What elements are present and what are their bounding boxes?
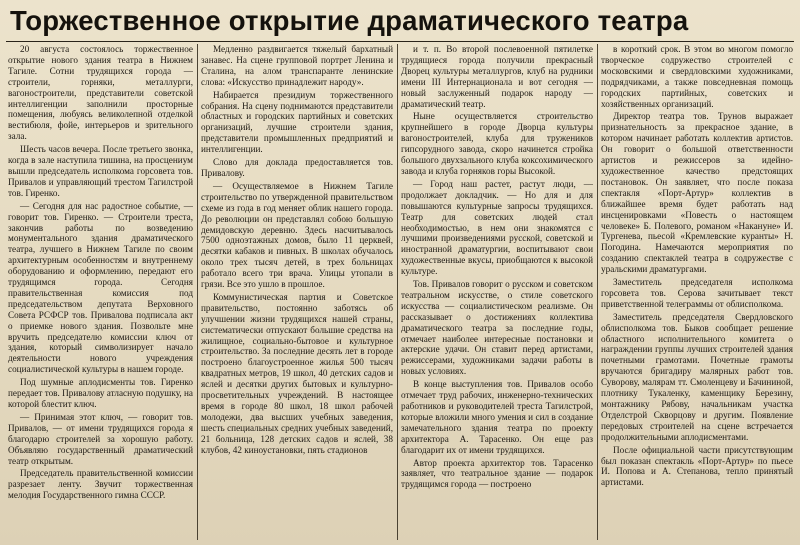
article-paragraph: и т. п. Во второй послевоенной пятилетке трудящиеся города получили прекрасный Дворец культуры металлургов, клуб на рудники имени III Интернационала и вот сегодня — новый заслуженный подарок народу — драматический театр. (401, 44, 593, 109)
article-paragraph: Набирается президиум торжественного собрания. На сцену поднимаются представители областных и городских партийных и советских организаций, лучшие строители здания, представители промышленных предприятий и интеллигенции. (201, 89, 393, 155)
article-column-3 (401, 44, 593, 540)
article-paragraph: — Осуществляемое в Нижнем Тагиле строительство по утвержденной правительством схеме из года в год меняет облик нашего города. До революции он представлял собою большую демидовскую деревню. Здесь насчитывалось 7500 одноэтажных домов, было 11 церквей, десятки кабаков и пивных. В школах обучалось около трех тысяч детей, в трех больницах работало всего три врача. Улицы утопали в грязи. Все это ушло в прошлое. (201, 180, 393, 290)
article-paragraph: После официальной части присутствующим был показан спектакль «Порт-Артур» по пьесе И. Попова и А. Степанова, тепло принятый артистами. (601, 444, 793, 488)
article-paragraph: В конце выступления тов. Привалов особо отмечает труд рабочих, инженерно-технических работников и руководителей треста Тагилстрой, которые вложили много умения и сил в создание замечательного здания театра по проекту архитектора А. Тарасенко. Он еще раз благодарит их от имени трудящихся. (401, 379, 593, 455)
column-divider (197, 44, 198, 540)
article-paragraph: Директор театра тов. Трунов выражает признательность за прекрасное здание, в котором начинает работать коллектив артистов. Он говорит о большой ответственности артистов и режиссеров за идейно-художественное качество предстоящих постановок. Он заявляет, что после показа спектакля «Порт-Артур» коллектив в ближайшее время будет работать над инсценировками «Повесть о настоящем человеке» Б. Полевого, романом «Накануне» И. Тургенева, пьесой «Кремлевские куранты» Н. Погодина. Намечаются мероприятия по созданию спектаклей театра в содружестве с уральскими драматургами. (601, 111, 793, 275)
article-paragraph: Слово для доклада предоставляется тов. Привалову. (201, 157, 393, 178)
article-paragraph: Заместитель председателя Свердловского облисполкома тов. Быков сообщает решение областного исполнительного комитета о награждении группы лучших строителей здания почетными грамотами. Почетные грамоты вручаются бригадиру малярных работ тов. Суворову, малярам тт. Смоленцеву и Бачининой, плотнику Тукаленку, каменщику Березину, монтажнику Рябову, начальникам участка Отделстрой Скворцову и другим. Появление передовых строителей на сцене встречается продолжительными аплодисментами. (601, 311, 793, 442)
article-paragraph: Медленно раздвигается тяжелый бархатный занавес. На сцене групповой портрет Ленина и Сталина, на алом транспаранте ленинские слова: «Искусство принадлежит народу». (201, 44, 393, 87)
article-paragraph: Председатель правительственной комиссии разрезает ленту. Звучит торжественная мелодия Государственного гимна СССР. (8, 468, 193, 501)
article-column-1 (8, 44, 193, 540)
article-paragraph: Тов. Привалов говорит о русском и советском театральном искусстве, о стиле советского искусства — социалистическом реализме. Он рассказывает о достижениях коллектива драматического театра за последние годы, отмечает наиболее интересные постановки и актерские удачи. Он ставит перед артистами, режиссерами, художниками задачи работы в новых условиях. (401, 279, 593, 377)
article-paragraph: — Сегодня для нас радостное событие, — говорит тов. Гиренко. — Строители треста, закончив работы по возведению монументального здания драматического театра, лучшего в Нижнем Тагиле по своим архитектурным особенностям и внутреннему оборудованию и оформлению, передают его трудящимся города. Сегодня правительственная комиссия под председательством депутата Верховного Совета РСФСР тов. Привалова подписала акт о приемке нового здания. Позвольте мне вручить председателю комиссии ключ от здания, который символизирует начало деятельности нового учреждения социалистической культуры в нашем городе. (8, 200, 193, 375)
article-paragraph: — Город наш растет, растут люди, — продолжает докладчик. — Но для и для повышаются культурные запросы трудящихся. Театр для советских людей стал необходимостью, в нем они знакомятся с лучшими произведениями русской, советской и иностранной драматургии, воспитывают свои художественные вкусы, приобщаются к высокой культуре. (401, 178, 593, 277)
headline-rule (6, 41, 794, 42)
article-paragraph: — Принимая этот ключ, — говорит тов. Привалов, — от имени трудящихся города я благодарю строителей за хорошую работу. Объявляю государственный драматический театр открытым. (8, 411, 193, 466)
article-headline: Торжественное открытие драматического театра (10, 5, 689, 36)
article-paragraph: Автор проекта архитектор тов. Тарасенко заявляет, что театральное здание — подарок трудящимся города — построено (401, 457, 593, 490)
article-paragraph: Ныне осуществляется строительство крупнейшего в городе Дворца культуры вагоностроителей, клуба для тружеников гипсорудного завода, скоро начинется стройка большого двухзального клуба коксохимического завода и клуба горняков горы Высокой. (401, 111, 593, 176)
article-paragraph: Заместитель председателя исполкома горсовета тов. Серова зачитывает текст приветственной телеграммы от облисполкома. (601, 277, 793, 309)
article-column-2 (201, 44, 393, 540)
article-paragraph: Коммунистическая партия и Советское правительство, постоянно заботясь об улучшении жизни трудящихся нашей страны, систематически отпускают большие средства на жилищное, социально-бытовое и культурное строительство. За последние десять лет в городе построено благоустроенное жилья 500 тысяч квадратных метров, 19 школ, 40 детских садов и яслей и десятки других бытовых и культурно-просветительных учреждений. В настоящее время в городе 80 школ, 18 школ рабочей молодежи, два высших учебных заведения, шесть специальных средних учебных заведений, 21 больница, 128 детских садов и яслей, 38 клубов, 42 киноустановки, пять стадионов (201, 291, 393, 455)
article-paragraph: 20 августа состоялось торжественное открытие нового здания театра в Нижнем Тагиле. Сотни трудящихся города — строители, горняки, металлурги, вагоностроители, представители советской интеллигенции заполнили просторные помещения, любуясь великолепной отделкой вестибюля, фойе, интерьеров и зрительного зала. (8, 44, 193, 142)
article-column-4 (601, 44, 793, 540)
column-divider (397, 44, 398, 540)
article-paragraph: Шесть часов вечера. После третьего звонка, когда в зале наступила тишина, на просцениум вышли председатель исполкома горсовета тов. Привалов и управляющий трестом Тагилстрой тов. Гиренко. (8, 144, 193, 198)
column-divider (597, 44, 598, 540)
article-paragraph: Под шумные аплодисменты тов. Гиренко передает тов. Привалову атласную подушку, на которой блестит ключ. (8, 377, 193, 409)
article-paragraph: в короткий срок. В этом во многом помогло творческое содружество строителей с московскими и свердловскими художниками, подрядчиками, а также повседневная помощь городских партийных, советских и хозяйственных организаций. (601, 44, 793, 109)
